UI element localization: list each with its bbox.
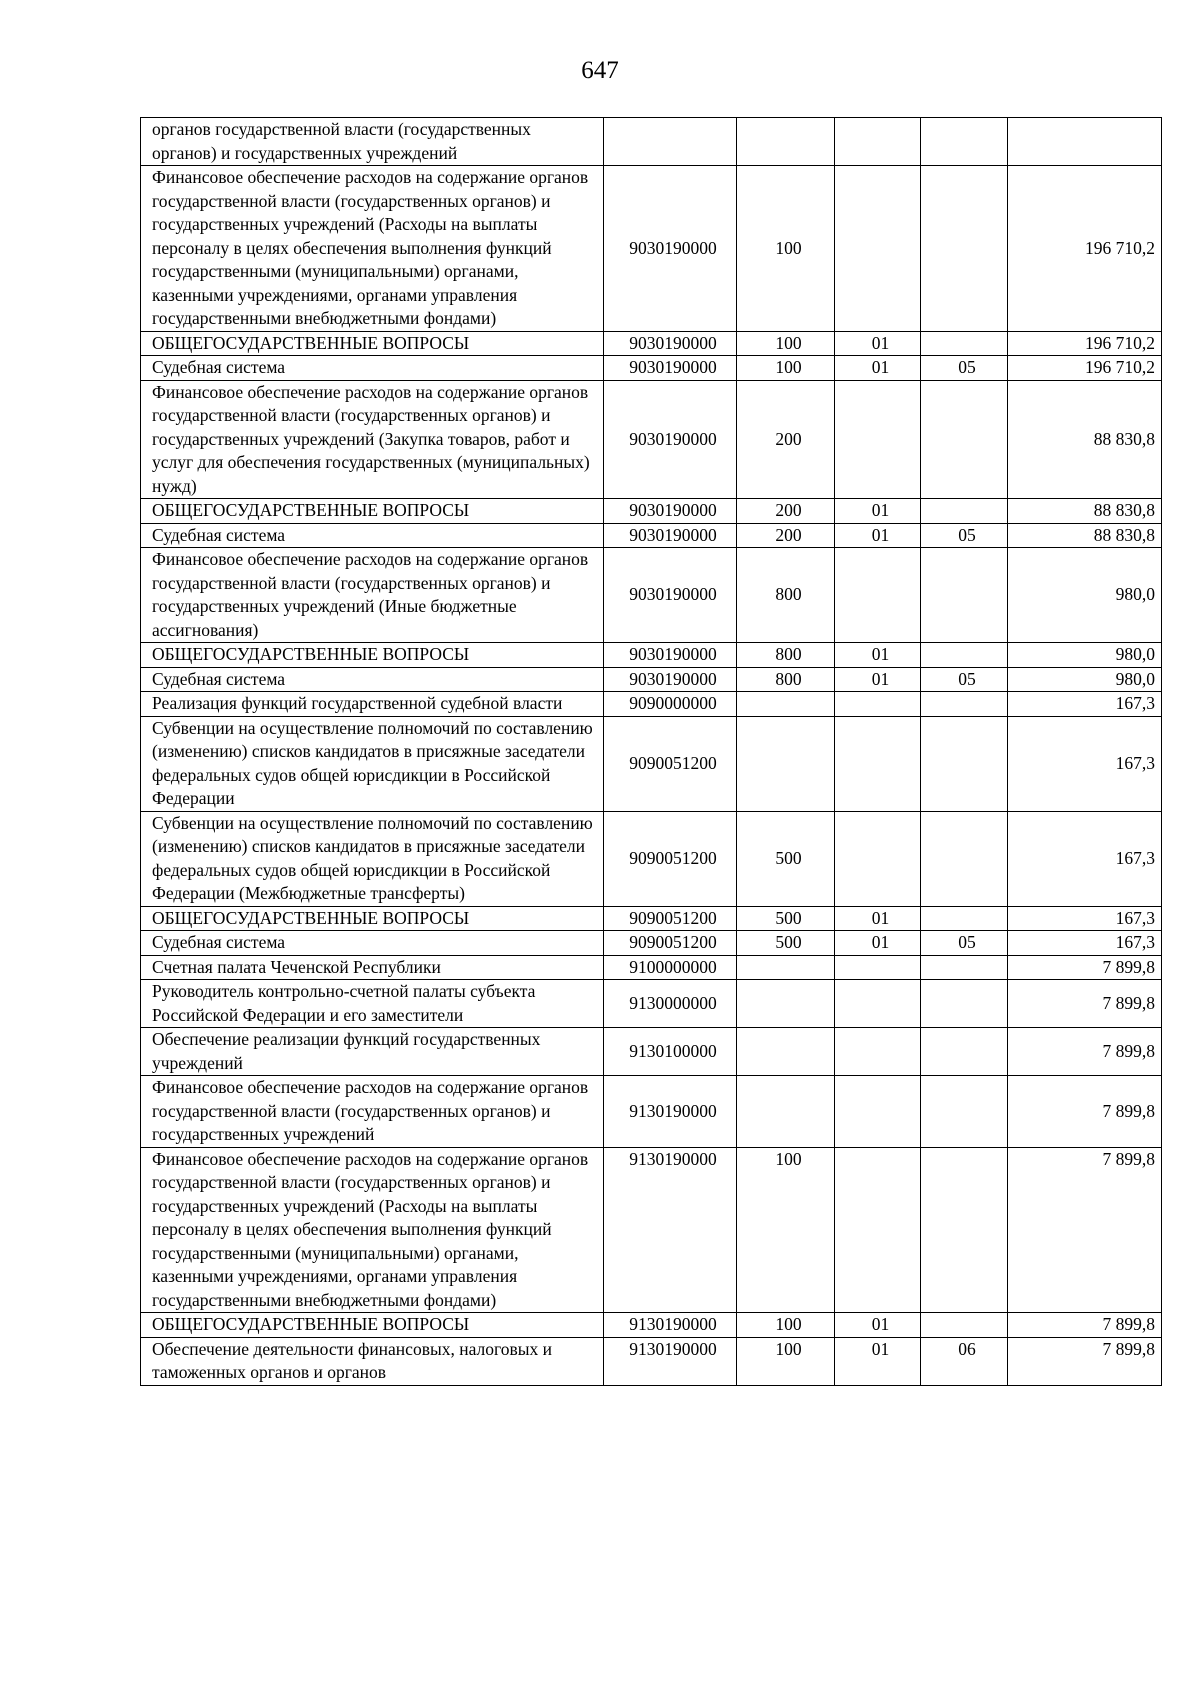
row-section-cell: 01: [835, 906, 921, 931]
row-target-article-cell: 9030190000: [604, 356, 737, 381]
row-subsection-cell: 05: [921, 931, 1008, 956]
table-row: [141, 643, 1162, 668]
row-expense-type-cell: 100: [737, 356, 835, 381]
row-name-cell: органов государственной власти (государственных органов) и государственных учреждений: [141, 118, 604, 166]
row-section-cell: 01: [835, 1313, 921, 1338]
row-subsection-cell: 06: [921, 1337, 1008, 1385]
table-row: [141, 380, 1162, 499]
row-expense-type-cell: 200: [737, 380, 835, 499]
row-subsection-cell: 05: [921, 523, 1008, 548]
row-amount-cell: 88 830,8: [1008, 380, 1162, 499]
row-target-article-cell: 9090051200: [604, 811, 737, 906]
row-subsection-cell: [921, 166, 1008, 332]
row-expense-type-cell: 800: [737, 667, 835, 692]
row-name-cell: Счетная палата Чеченской Республики: [141, 955, 604, 980]
table-row: [141, 548, 1162, 643]
row-amount-cell: 980,0: [1008, 643, 1162, 668]
row-section-cell: [835, 1028, 921, 1076]
row-target-article-cell: 9090051200: [604, 716, 737, 811]
row-name-cell: Судебная система: [141, 523, 604, 548]
table-row: [141, 118, 1162, 166]
row-target-article-cell: 9130100000: [604, 1028, 737, 1076]
row-name-cell: ОБЩЕГОСУДАРСТВЕННЫЕ ВОПРОСЫ: [141, 331, 604, 356]
row-subsection-cell: [921, 1076, 1008, 1148]
row-expense-type-cell: 800: [737, 643, 835, 668]
row-amount-cell: 7 899,8: [1008, 1337, 1162, 1385]
row-section-cell: 01: [835, 667, 921, 692]
row-amount-cell: 88 830,8: [1008, 499, 1162, 524]
row-expense-type-cell: 500: [737, 906, 835, 931]
table-row: [141, 1337, 1162, 1385]
table-row: [141, 1313, 1162, 1338]
row-expense-type-cell: [737, 980, 835, 1028]
row-expense-type-cell: 100: [737, 1147, 835, 1313]
table-row: [141, 1147, 1162, 1313]
row-amount-cell: 167,3: [1008, 906, 1162, 931]
row-target-article-cell: 9030190000: [604, 643, 737, 668]
row-subsection-cell: [921, 906, 1008, 931]
row-subsection-cell: [921, 643, 1008, 668]
row-amount-cell: 196 710,2: [1008, 166, 1162, 332]
row-amount-cell: 980,0: [1008, 548, 1162, 643]
row-section-cell: 01: [835, 643, 921, 668]
table-row: [141, 499, 1162, 524]
row-name-cell: Обеспечение деятельности финансовых, налоговых и таможенных органов и органов: [141, 1337, 604, 1385]
table-row: [141, 523, 1162, 548]
row-target-article-cell: 9130190000: [604, 1076, 737, 1148]
row-section-cell: 01: [835, 356, 921, 381]
row-name-cell: Финансовое обеспечение расходов на содержание органов государственной власти (государственных органов) и государственных учреждений: [141, 1076, 604, 1148]
row-target-article-cell: 9030190000: [604, 523, 737, 548]
row-section-cell: [835, 716, 921, 811]
row-target-article-cell: 9130190000: [604, 1147, 737, 1313]
table-row: [141, 667, 1162, 692]
row-section-cell: [835, 166, 921, 332]
row-target-article-cell: 9030190000: [604, 548, 737, 643]
row-amount-cell: 7 899,8: [1008, 1076, 1162, 1148]
row-amount-cell: 7 899,8: [1008, 1028, 1162, 1076]
row-section-cell: [835, 811, 921, 906]
row-target-article-cell: 9130190000: [604, 1313, 737, 1338]
row-expense-type-cell: 100: [737, 1337, 835, 1385]
row-expense-type-cell: 500: [737, 811, 835, 906]
row-amount-cell: 7 899,8: [1008, 1147, 1162, 1313]
table-row: [141, 356, 1162, 381]
budget-table-body: [141, 118, 1162, 1386]
row-expense-type-cell: 100: [737, 331, 835, 356]
row-target-article-cell: 9090051200: [604, 931, 737, 956]
row-amount-cell: 167,3: [1008, 931, 1162, 956]
row-section-cell: [835, 118, 921, 166]
row-amount-cell: 88 830,8: [1008, 523, 1162, 548]
row-section-cell: [835, 980, 921, 1028]
row-amount-cell: 7 899,8: [1008, 1313, 1162, 1338]
row-name-cell: Судебная система: [141, 931, 604, 956]
row-amount-cell: 7 899,8: [1008, 955, 1162, 980]
row-amount-cell: [1008, 118, 1162, 166]
row-target-article-cell: 9030190000: [604, 331, 737, 356]
row-section-cell: [835, 1076, 921, 1148]
row-subsection-cell: 05: [921, 667, 1008, 692]
row-section-cell: [835, 548, 921, 643]
row-section-cell: [835, 692, 921, 717]
row-section-cell: 01: [835, 931, 921, 956]
row-name-cell: Финансовое обеспечение расходов на содержание органов государственной власти (государственных органов) и государственных учреждений (Расходы на выплаты персоналу в целях обеспечения выполнения функций государственными (муниципальными) органами, казенными учреждениями, органами управления государственными внебюджетными фондами): [141, 166, 604, 332]
row-name-cell: Субвенции на осуществление полномочий по составлению (изменению) списков кандидатов в присяжные заседатели федеральных судов общей юрисдикции в Российской Федерации (Межбюджетные трансферты): [141, 811, 604, 906]
row-amount-cell: 980,0: [1008, 667, 1162, 692]
row-subsection-cell: [921, 499, 1008, 524]
row-target-article-cell: 9130000000: [604, 980, 737, 1028]
row-section-cell: 01: [835, 523, 921, 548]
row-amount-cell: 196 710,2: [1008, 356, 1162, 381]
row-target-article-cell: 9030190000: [604, 380, 737, 499]
row-name-cell: ОБЩЕГОСУДАРСТВЕННЫЕ ВОПРОСЫ: [141, 906, 604, 931]
table-row: [141, 811, 1162, 906]
row-name-cell: Реализация функций государственной судебной власти: [141, 692, 604, 717]
row-expense-type-cell: [737, 716, 835, 811]
row-subsection-cell: [921, 1313, 1008, 1338]
row-name-cell: Руководитель контрольно-счетной палаты субъекта Российской Федерации и его заместители: [141, 980, 604, 1028]
row-subsection-cell: [921, 955, 1008, 980]
table-row: [141, 692, 1162, 717]
table-row: [141, 1076, 1162, 1148]
row-expense-type-cell: 800: [737, 548, 835, 643]
row-section-cell: 01: [835, 1337, 921, 1385]
row-section-cell: 01: [835, 499, 921, 524]
row-expense-type-cell: [737, 955, 835, 980]
row-target-article-cell: 9100000000: [604, 955, 737, 980]
row-expense-type-cell: [737, 118, 835, 166]
row-subsection-cell: [921, 380, 1008, 499]
row-name-cell: Судебная система: [141, 356, 604, 381]
row-target-article-cell: 9130190000: [604, 1337, 737, 1385]
row-expense-type-cell: [737, 692, 835, 717]
row-expense-type-cell: 500: [737, 931, 835, 956]
page-number: 647: [581, 57, 619, 84]
row-target-article-cell: 9090051200: [604, 906, 737, 931]
row-subsection-cell: [921, 548, 1008, 643]
row-name-cell: Судебная система: [141, 667, 604, 692]
table-row: [141, 716, 1162, 811]
row-section-cell: [835, 1147, 921, 1313]
row-name-cell: ОБЩЕГОСУДАРСТВЕННЫЕ ВОПРОСЫ: [141, 643, 604, 668]
row-name-cell: Субвенции на осуществление полномочий по составлению (изменению) списков кандидатов в присяжные заседатели федеральных судов общей юрисдикции в Российской Федерации: [141, 716, 604, 811]
table-row: [141, 1028, 1162, 1076]
row-expense-type-cell: 200: [737, 523, 835, 548]
table-row: [141, 931, 1162, 956]
row-section-cell: [835, 380, 921, 499]
row-subsection-cell: [921, 331, 1008, 356]
row-expense-type-cell: [737, 1076, 835, 1148]
row-name-cell: Финансовое обеспечение расходов на содержание органов государственной власти (государственных органов) и государственных учреждений (Закупка товаров, работ и услуг для обеспечения государственных (муниципальных) нужд): [141, 380, 604, 499]
row-name-cell: Финансовое обеспечение расходов на содержание органов государственной власти (государственных органов) и государственных учреждений (Иные бюджетные ассигнования): [141, 548, 604, 643]
row-target-article-cell: 9090000000: [604, 692, 737, 717]
budget-table: [140, 117, 1162, 1386]
row-name-cell: ОБЩЕГОСУДАРСТВЕННЫЕ ВОПРОСЫ: [141, 499, 604, 524]
row-target-article-cell: 9030190000: [604, 499, 737, 524]
row-expense-type-cell: 100: [737, 1313, 835, 1338]
row-name-cell: Обеспечение реализации функций государственных учреждений: [141, 1028, 604, 1076]
table-row: [141, 980, 1162, 1028]
row-section-cell: [835, 955, 921, 980]
row-amount-cell: 167,3: [1008, 811, 1162, 906]
row-subsection-cell: [921, 692, 1008, 717]
row-name-cell: Финансовое обеспечение расходов на содержание органов государственной власти (государственных органов) и государственных учреждений (Расходы на выплаты персоналу в целях обеспечения выполнения функций государственными (муниципальными) органами, казенными учреждениями, органами управления государственными внебюджетными фондами): [141, 1147, 604, 1313]
row-amount-cell: 7 899,8: [1008, 980, 1162, 1028]
row-subsection-cell: [921, 716, 1008, 811]
row-expense-type-cell: [737, 1028, 835, 1076]
row-target-article-cell: 9030190000: [604, 166, 737, 332]
row-amount-cell: 196 710,2: [1008, 331, 1162, 356]
row-amount-cell: 167,3: [1008, 716, 1162, 811]
row-section-cell: 01: [835, 331, 921, 356]
row-expense-type-cell: 200: [737, 499, 835, 524]
row-amount-cell: 167,3: [1008, 692, 1162, 717]
row-subsection-cell: [921, 1147, 1008, 1313]
row-subsection-cell: [921, 980, 1008, 1028]
table-row: [141, 331, 1162, 356]
row-subsection-cell: [921, 1028, 1008, 1076]
row-subsection-cell: [921, 811, 1008, 906]
row-target-article-cell: 9030190000: [604, 667, 737, 692]
row-name-cell: ОБЩЕГОСУДАРСТВЕННЫЕ ВОПРОСЫ: [141, 1313, 604, 1338]
row-target-article-cell: [604, 118, 737, 166]
table-row: [141, 906, 1162, 931]
table-row: [141, 166, 1162, 332]
row-subsection-cell: 05: [921, 356, 1008, 381]
row-expense-type-cell: 100: [737, 166, 835, 332]
table-row: [141, 955, 1162, 980]
row-subsection-cell: [921, 118, 1008, 166]
